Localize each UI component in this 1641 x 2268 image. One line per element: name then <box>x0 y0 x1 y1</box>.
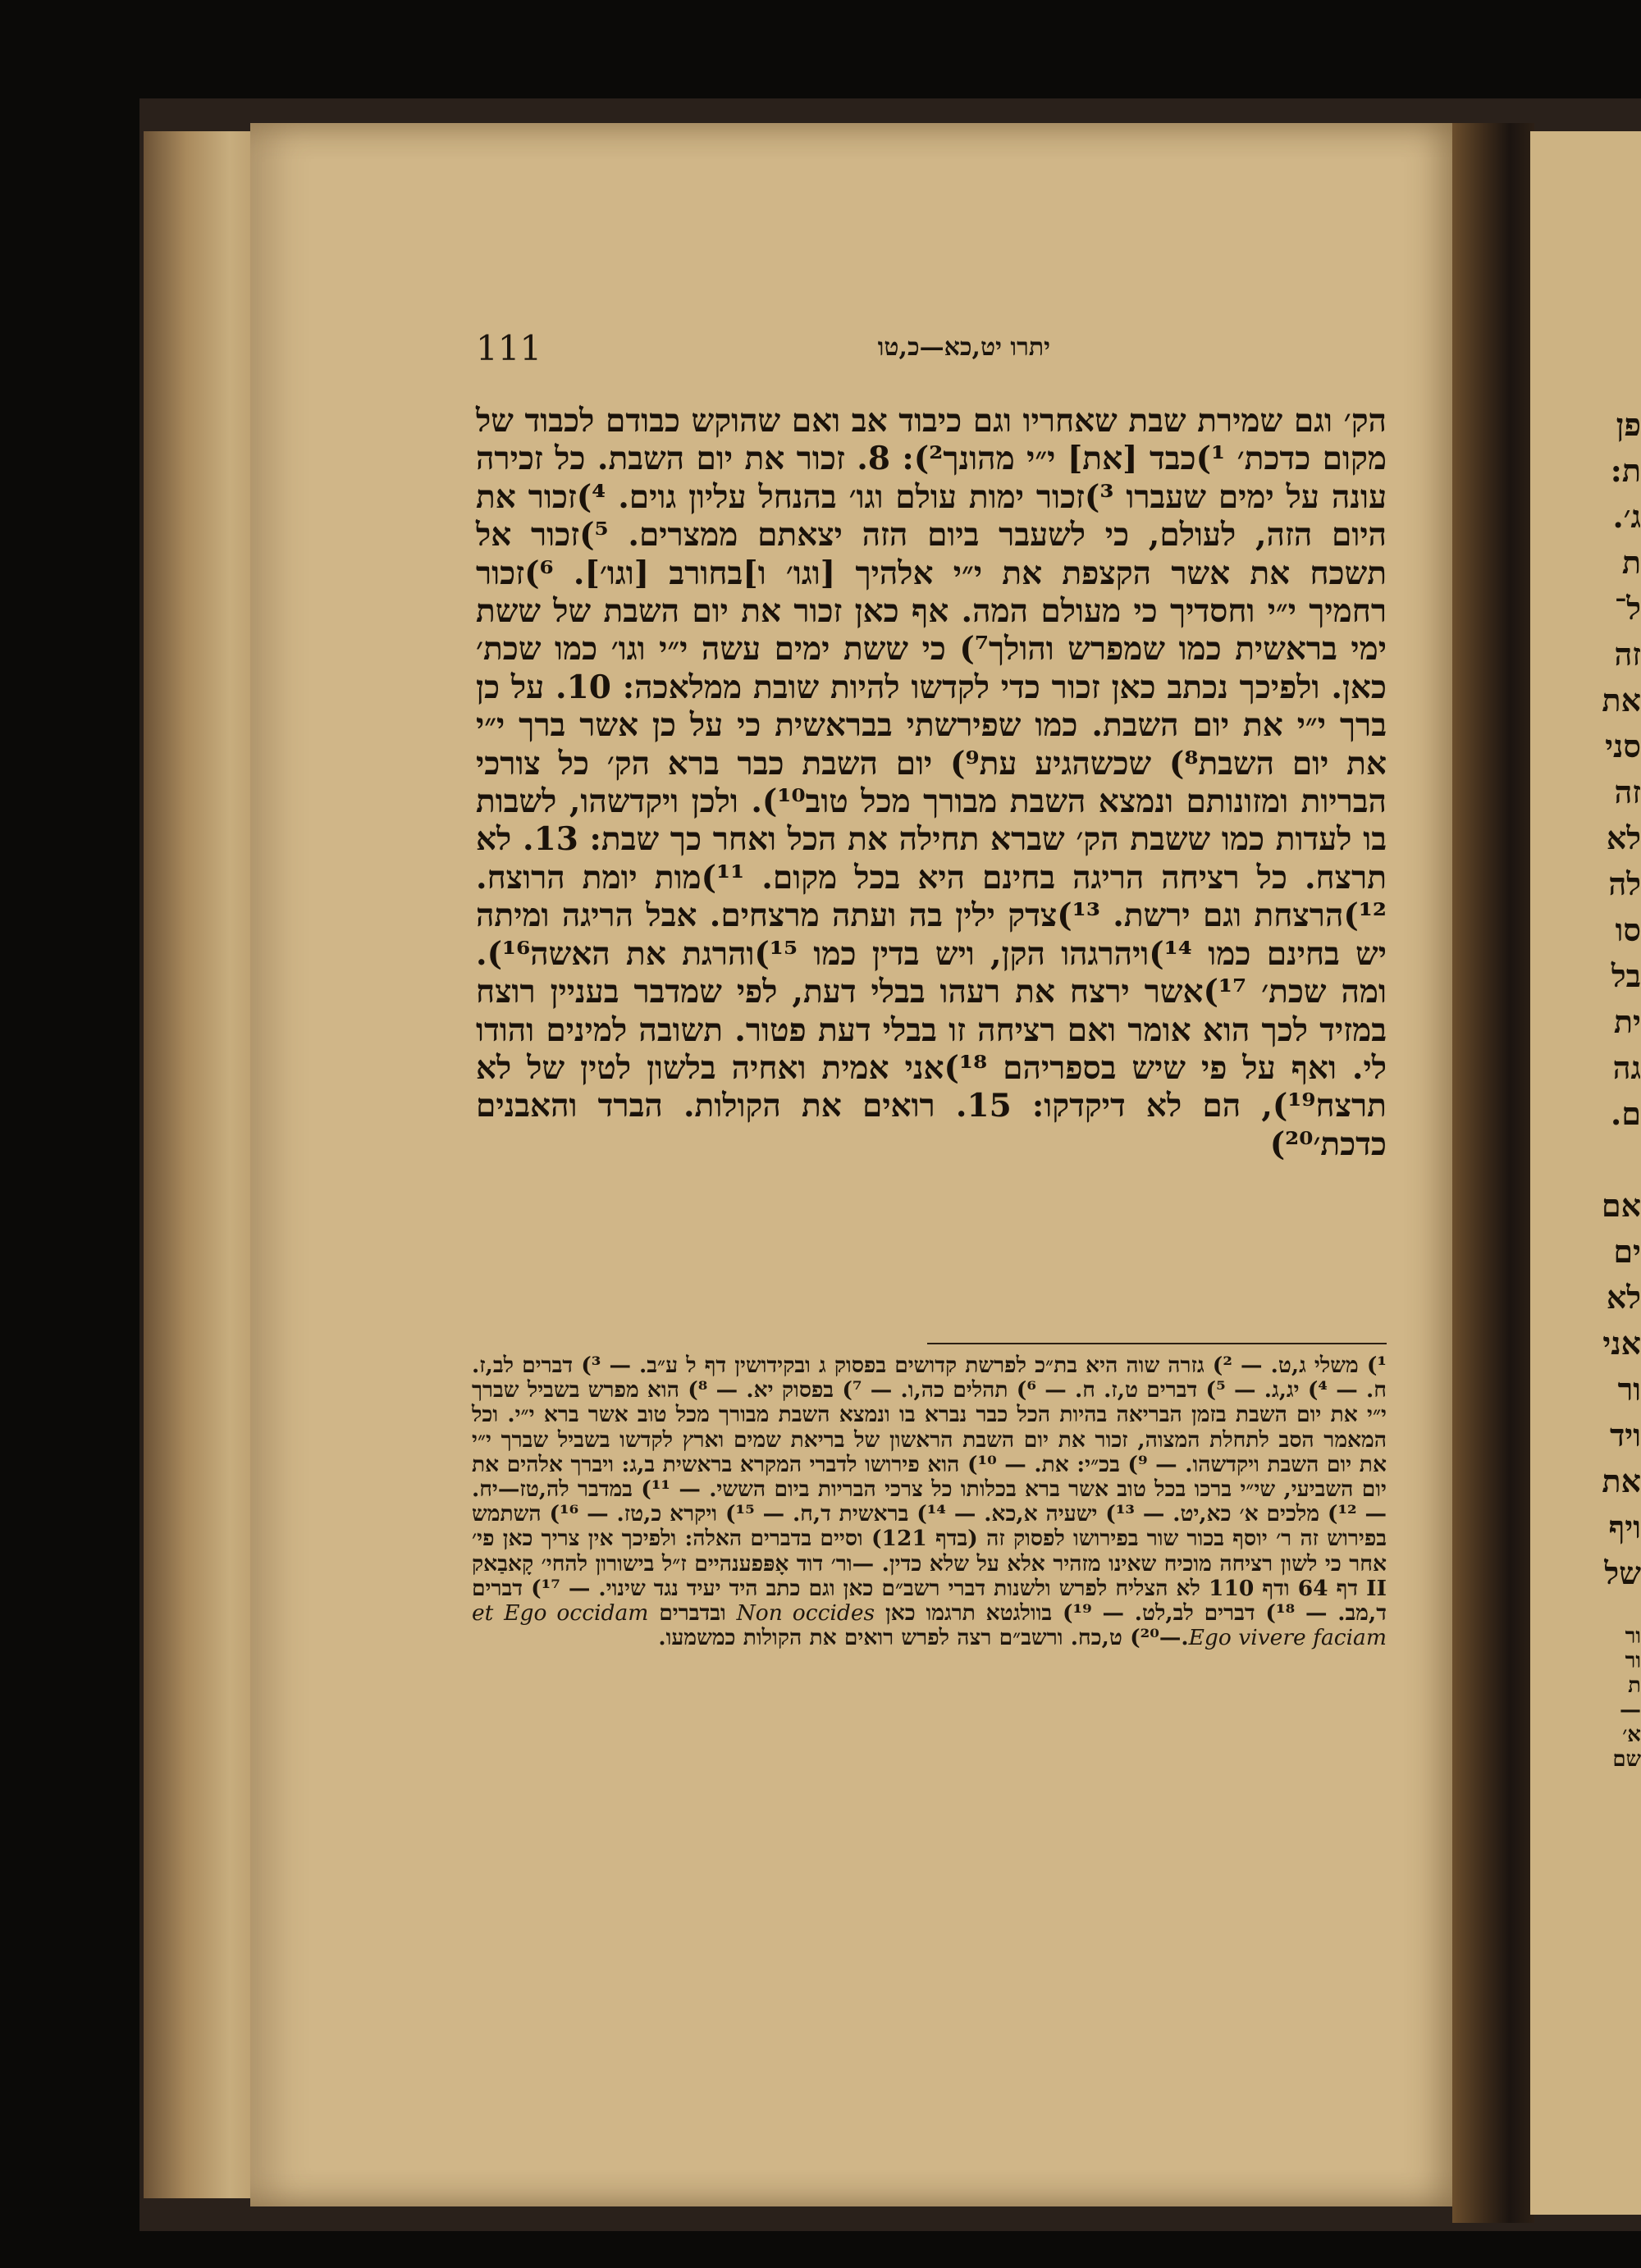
facing-page-line: בל <box>1611 957 1641 994</box>
footnote-latin-1: Non occides <box>736 1600 875 1627</box>
footnotes-hebrew: ¹) משלי ג,ט. — ²) גזרה שוה היא בת״כ לפרשת קדושים בפסוק ג ובקידושין דף ל ע״ב. — ³) דברים לב,ז. ח. — ⁴) יג,ג. — ⁵) דברים ט,ז. ח. — ⁶) תהלים כה,ו. — ⁷) בפסוק יא. — ⁸) הוא מפרש בשביל שברך י״י את יום השבת בזמן הבריאה בהיות הכל כבר נברא בו ונמצא השבת מבורך מכל טוב אשר ברא י״י. וכל המאמר הסב לתחלת המצוה, זכור את יום השבת הראשון של בריאת שמים וארץ לקדשו בשביל שברך י״י את יום השבת ויקדשהו. — ⁹) בכ״י: את. — ¹⁰) הוא פירושו לדברי המקרא בראשית ב,ג: ויברך אלהים את יום השביעי, שי״י ברכו בכל טוב אשר ברא בכלותו כל צרכי הבריות ביום הששי. — ¹¹) במדבר לה,טז—יח. — ¹²) מלכים א׳ כא,יט. — ¹³) ישעיה א,כא. — ¹⁴) בראשית ד,ח. — ¹⁵) ויקרא כ,טז. — ¹⁶) השתמש בפירוש זה ר׳ יוסף בכור שור בפירושו לפסוק זה (בדף 121) וסיים בדברים האלה: ולפיכך אין צריך כאן פי׳ אחר כי לשון רציחה מוכיח שאינו מזהיר אלא על שלא כדין. —ור׳ דוד אָפּפענהיים ז״ל בישורון להחי׳ קָאבַאק II דף 64 ודף 110 לא הצליח לפרש ולשנות דברי רשב״ם כאן וגם כתב היד יעיד נגד שינוי. — ¹⁷) דברים ד,מב. — ¹⁸) דברים לב,לט. — ¹⁹) בוולגטא תרגמו כאן <box>472 1353 1387 1627</box>
facing-page-line: ת: <box>1610 452 1641 489</box>
facing-page-line: גה <box>1612 1049 1641 1086</box>
facing-page-line: ג׳. <box>1612 498 1641 535</box>
main-text-block <box>476 402 1387 1163</box>
facing-page-footnote-line: — <box>1620 1698 1641 1723</box>
footnotes-block <box>472 1353 1387 1650</box>
facing-page-line <box>1551 1137 1641 1183</box>
facing-page-line: את <box>1602 1463 1641 1499</box>
facing-page-text <box>1551 402 1641 1596</box>
footnote-tail: .—²⁰) ט,כח. ורשב״ם רצה לפרש רואים את הקולות כמשמעו. <box>658 1625 1189 1651</box>
footnote-latin-2: Ego occidam <box>504 1600 649 1627</box>
facing-page-line: את <box>1602 682 1641 719</box>
facing-page-footnote-line: ור <box>1625 1649 1641 1673</box>
facing-page-line: לה <box>1608 865 1641 902</box>
left-page-edges <box>144 131 267 2198</box>
footnote-separator <box>927 1343 1387 1344</box>
facing-page-line: ת <box>1621 544 1641 581</box>
facing-page-line: ם. <box>1611 1095 1641 1132</box>
facing-page-line: סו <box>1615 911 1641 948</box>
page-header <box>476 328 1378 377</box>
facing-page-line: זה <box>1614 773 1641 810</box>
facing-page-footnote-line: ור <box>1625 1624 1641 1649</box>
facing-page-line: לא <box>1606 819 1641 856</box>
facing-page-footnote-line: ת <box>1628 1673 1641 1698</box>
facing-page-line: של <box>1604 1554 1641 1591</box>
book-gutter <box>1452 123 1534 2223</box>
facing-page-line: ור <box>1617 1371 1641 1408</box>
facing-page-line: ויד <box>1610 1417 1641 1453</box>
main-text-paragraph: הק׳ וגם שמירת שבת שאחריו וגם כיבוד אב ואם שהוקש כבודם לכבוד של מקום כדכת׳ ¹)כבד [את] י״י מהונך²): 8. זכור את יום השבת. כל זכירה עונה על ימים שעברו ³)זכור ימות עולם וגו׳ בהנחל עליון גוים. ⁴)זכור את היום הזה, לעולם, כי לשעבר ביום הזה יצאתם ממצרים. ⁵)זכור אל תשכח את אשר הקצפת את י״י אלהיך [וגו׳ ו]בחורב [וגו׳]. ⁶)זכור רחמיך י״י וחסדיך כי מעולם המה. אף כאן זכור את יום השבת של ששת ימי בראשית כמו שמפרש והולך⁷) כי ששת ימים עשה י״י וגו׳ כמו שכת׳ כאן. ולפיכך נכתב כאן זכור כדי לקדשו להיות שובת ממלאכה: 10. על כן ברך י״י את יום השבת. כמו שפירשתי בבראשית כי על כן אשר ברך י״י את יום השבת⁸) שכשהגיע עת⁹) יום השבת כבר ברא הק׳ כל צורכי הבריות ומזונותם ונמצא השבת מבורך מכל טוב¹⁰). ולכן ויקדשהו, לשבות בו לעדות כמו ששבת הק׳ שברא תחילה את הכל ואחר כך שבת: 13. לא תרצח. כל רציחה הריגה בחינם היא בכל מקום. ¹¹)מות יומת הרוצח. ¹²)הרצחת וגם ירשת. ¹³)צדק ילין בה ועתה מרצחים. אבל הריגה ומיתה יש בחינם כמו ¹⁴)ויהרגהו הקן, ויש בדין כמו ¹⁵)והרגת את האשה¹⁶). ומה שכת׳ ¹⁷)אשר ירצח את רעהו בבלי דעת, לפי שמדבר בעניין רוצח במזיד לכך הוא אומר ואם רציחה זו בבלי דעת פטור. תשובה למינים והודו לי. ואף על פי שיש בספריהם ¹⁸)אני אמית ואחיה בלשון לטין של לא תרצח¹⁹), הם לא דיקדקו: 15. רואים את הקולות. הברד והאבנים כדכת׳²⁰) <box>476 402 1387 1163</box>
facing-page-line: אני <box>1602 1325 1641 1362</box>
facing-page-line: סני <box>1605 728 1641 764</box>
facing-page-line: ויף <box>1608 1508 1641 1545</box>
page-number: 111 <box>476 328 542 368</box>
facing-page-footnote-line: א׳ <box>1622 1723 1641 1747</box>
facing-page-footnotes <box>1588 1624 1641 1772</box>
facing-page-line: ל־ <box>1614 590 1641 627</box>
facing-page-line: זה <box>1614 636 1641 673</box>
footnotes-text <box>472 1353 1387 1650</box>
facing-page-footnote-line: שם <box>1612 1747 1641 1772</box>
facing-page-line: אם <box>1601 1187 1641 1224</box>
facing-page-line: לא <box>1606 1279 1641 1316</box>
footnote-latin-3: et Ego vivere faciam <box>472 1600 1387 1651</box>
facing-page-line: פן <box>1616 406 1641 443</box>
facing-page-line: ית <box>1613 1003 1641 1040</box>
facing-page-line: ים <box>1613 1233 1641 1270</box>
footnote-connector: ובדברים <box>659 1600 726 1627</box>
running-title: יתרו יט,כא—כ,טו <box>877 333 1050 362</box>
